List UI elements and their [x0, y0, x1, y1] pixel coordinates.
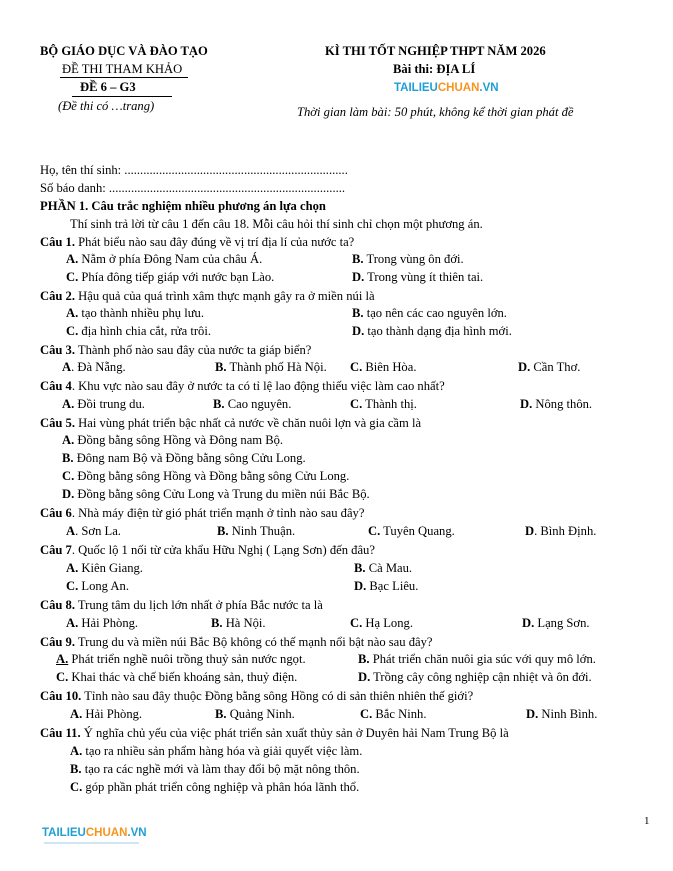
part1-instruction: Thí sinh trả lời từ câu 1 đến câu 18. Mỗi câu hỏi thí sinh chỉ chọn một phương án. [70, 217, 483, 231]
q11-option-b[interactable]: B. tạo ra các nghề mới và làm thay đổi bộ mặt nông thôn. [70, 762, 360, 776]
q1-option-b[interactable]: B. Trong vùng ôn đới. [352, 252, 464, 266]
logo-tagline-decoration [44, 842, 139, 844]
q4-option-b[interactable]: B. Cao nguyên. [213, 397, 292, 411]
q6-option-c[interactable]: C. Tuyên Quang. [368, 524, 455, 538]
part1-title: PHẦN 1. Câu trắc nghiệm nhiều phương án lựa chọn [40, 199, 326, 213]
exam-type-underline [60, 77, 188, 78]
q2-option-d[interactable]: D. tạo thành dạng địa hình mới. [352, 324, 512, 338]
q1-option-c[interactable]: C. Phía đông tiếp giáp với nước bạn Lào. [66, 270, 275, 284]
q9-option-c[interactable]: C. Khai thác và chế biến khoáng sản, thuỷ điện. [56, 670, 298, 684]
q6-option-d[interactable]: D. Bình Định. [525, 524, 597, 538]
exam-code-underline [72, 96, 172, 97]
q9-option-d[interactable]: D. Trồng cây công nghiệp cận nhiệt và ôn đới. [358, 670, 592, 684]
q6-option-a[interactable]: A. Sơn La. [66, 524, 121, 538]
q7-option-d[interactable]: D. Bạc Liêu. [354, 579, 419, 593]
question-10: Câu 10. Tỉnh nào sau đây thuộc Đồng bằng sông Hồng có di sản thiên nhiên thế giới? [40, 689, 474, 703]
exam-code: ĐỀ 6 – G3 [80, 80, 136, 94]
question-6: Câu 6. Nhà máy điện từ gió phát triển mạnh ở tỉnh nào sau đây? [40, 506, 365, 520]
q9-option-a[interactable]: A. Phát triển nghề nuôi trồng thuỷ sản nước ngọt. [56, 652, 306, 666]
q3-option-b[interactable]: B. Thành phố Hà Nội. [215, 360, 327, 374]
question-2: Câu 2. Hậu quả của quá trình xâm thực mạnh gây ra ở miền núi là [40, 289, 375, 303]
time-note: Thời gian làm bài: 50 phút, không kể thời gian phát đề [297, 105, 574, 119]
q9-option-b[interactable]: B. Phát triển chăn nuôi gia súc với quy mô lớn. [358, 652, 596, 666]
exam-title: KÌ THI TỐT NGHIỆP THPT NĂM 2026 [325, 44, 546, 58]
site-logo-header: TAILIEUCHUAN.VN [394, 82, 499, 94]
q8-option-b[interactable]: B. Hà Nội. [211, 616, 266, 630]
question-7: Câu 7. Quốc lộ 1 nối từ cửa khẩu Hữu Nghị ( Lạng Sơn) đến đâu? [40, 543, 375, 557]
q11-option-c[interactable]: C. góp phần phát triển công nghiệp và phân hóa lãnh thổ. [70, 780, 360, 794]
q5-option-a[interactable]: A. Đồng bằng sông Hồng và Đông nam Bộ. [62, 433, 284, 447]
q5-option-d[interactable]: D. Đồng bằng sông Cửu Long và Trung du miền núi Bắc Bộ. [62, 487, 370, 501]
question-9: Câu 9. Trung du và miền núi Bắc Bộ không có thế mạnh nổi bật nào sau đây? [40, 635, 433, 649]
q11-option-a[interactable]: A. tạo ra nhiều sản phẩm hàng hóa và giải quyết việc làm. [70, 744, 363, 758]
pages-note: (Đề thi có …trang) [58, 99, 155, 113]
exam-type: ĐỀ THI THAM KHẢO [62, 62, 183, 76]
ministry-name: BỘ GIÁO DỤC VÀ ĐÀO TẠO [40, 44, 208, 58]
q10-option-b[interactable]: B. Quảng Ninh. [215, 707, 295, 721]
question-5: Câu 5. Hai vùng phát triển bậc nhất cả nước về chăn nuôi lợn và gia cầm là [40, 416, 422, 430]
q7-option-a[interactable]: A. Kiên Giang. [66, 561, 143, 575]
question-11: Câu 11. Ý nghĩa chủ yếu của việc phát triển sản xuất thủy sản ở Duyên hải Nam Trung Bộ là [40, 726, 509, 740]
question-8: Câu 8. Trung tâm du lịch lớn nhất ở phía Bắc nước ta là [40, 598, 323, 612]
candidate-name-line: Họ, tên thí sinh: ....................................................................... [40, 163, 348, 177]
subject-title: Bài thi: ĐỊA LÍ [393, 62, 476, 76]
q3-option-d[interactable]: D. Cần Thơ. [518, 360, 581, 374]
q7-option-b[interactable]: B. Cà Mau. [354, 561, 413, 575]
q3-option-a[interactable]: A. Đà Nẵng. [62, 360, 126, 374]
q6-option-b[interactable]: B. Ninh Thuận. [217, 524, 296, 538]
q1-option-a[interactable]: A. Nằm ở phía Đông Nam của châu Á. [66, 252, 263, 266]
q10-option-d[interactable]: D. Ninh Bình. [526, 707, 598, 721]
q4-option-d[interactable]: D. Nông thôn. [520, 397, 593, 411]
q3-option-c[interactable]: C. Biên Hòa. [350, 360, 417, 374]
q5-option-c[interactable]: C. Đồng bằng sông Hồng và Đồng bằng sông Cửu Long. [62, 469, 350, 483]
site-logo-footer: TAILIEUCHUAN.VN [42, 827, 147, 839]
question-1: Câu 1. Phát biểu nào sau đây đúng về vị trí địa lí của nước ta? [40, 235, 355, 249]
q2-option-b[interactable]: B. tạo nên các cao nguyên lớn. [352, 306, 507, 320]
q7-option-c[interactable]: C. Long An. [66, 579, 129, 593]
q2-option-a[interactable]: A. tạo thành nhiều phụ lưu. [66, 306, 204, 320]
q2-option-c[interactable]: C. địa hình chia cắt, rửa trôi. [66, 324, 211, 338]
q10-option-c[interactable]: C. Bắc Ninh. [360, 707, 427, 721]
page-number: 1 [644, 815, 650, 827]
q5-option-b[interactable]: B. Đông nam Bộ và Đồng bằng sông Cửu Long. [62, 451, 306, 465]
q8-option-a[interactable]: A. Hải Phòng. [66, 616, 139, 630]
q4-option-c[interactable]: C. Thành thị. [350, 397, 417, 411]
question-4: Câu 4. Khu vực nào sau đây ở nước ta có tỉ lệ lao động thiếu việc làm cao nhất? [40, 379, 445, 393]
candidate-id-line: Số báo danh: ........................................................................... [40, 181, 346, 195]
q8-option-d[interactable]: D. Lạng Sơn. [522, 616, 590, 630]
q8-option-c[interactable]: C. Hạ Long. [350, 616, 413, 630]
question-3: Câu 3. Thành phố nào sau đây của nước ta giáp biển? [40, 343, 312, 357]
q1-option-d[interactable]: D. Trong vùng ít thiên tai. [352, 270, 484, 284]
q10-option-a[interactable]: A. Hải Phòng. [70, 707, 143, 721]
q4-option-a[interactable]: A. Đồi trung du. [62, 397, 145, 411]
